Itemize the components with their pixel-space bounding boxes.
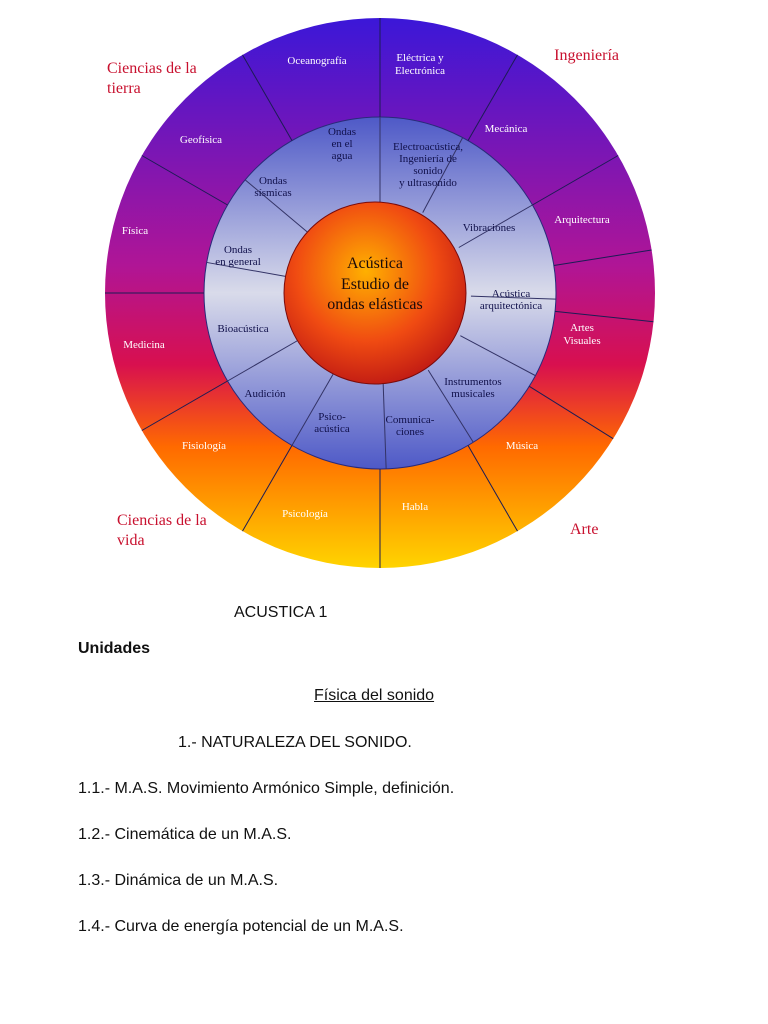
outer-field-label [554, 214, 610, 226]
inner-field-label [463, 222, 516, 234]
inner-field-label-line: Bioacústica [217, 323, 269, 335]
inner-field-label-line: sonido [413, 165, 443, 177]
outer-field-label-line: Psicología [282, 508, 328, 520]
outer-field-label-line: Arquitectura [554, 214, 610, 226]
inner-field-label-line: Instrumentos [444, 376, 502, 388]
domain-label [570, 521, 598, 538]
inner-field-label-line: acústica [314, 423, 350, 435]
inner-field-label-line: Acústica [491, 288, 531, 300]
outer-field-label-line: Geofísica [179, 134, 223, 146]
outer-field-label-line: Eléctrica y [396, 52, 444, 64]
inner-field-label [328, 126, 356, 162]
outer-field-label [180, 134, 222, 146]
inner-field-label-line: arquitectónica [479, 300, 543, 312]
domain-label-line: vida [117, 532, 145, 549]
outer-field-label-line: Mecánica [484, 123, 528, 135]
inner-field-label-line: Ondas [327, 126, 357, 138]
outer-field-label [485, 123, 528, 135]
inner-field-label [217, 323, 268, 335]
inner-field-label-line: sísmicas [254, 187, 292, 199]
domain-label-line: Ingeniería [554, 47, 619, 64]
center-title: Acústica [347, 255, 403, 272]
outer-field-label [182, 440, 226, 452]
inner-field-label-line: Electroacústica, [393, 141, 463, 153]
outer-field-label-line: Artes [570, 322, 594, 334]
topic-item: 1.2.- Cinemática de un M.A.S. [78, 826, 292, 843]
outer-field-label-line: Música [505, 440, 539, 452]
inner-field-label-line: agua [331, 150, 353, 162]
inner-field-label-line: Audición [244, 388, 286, 400]
domain-label [554, 47, 619, 64]
inner-field-label-line: en el [331, 138, 353, 150]
section-heading: 1.- NATURALEZA DEL SONIDO. [178, 734, 412, 751]
outer-field-label [402, 501, 428, 513]
outer-field-label-line: Medicina [123, 339, 165, 351]
inner-field-label-line: musicales [451, 388, 495, 400]
domain-label-line: Arte [570, 521, 599, 538]
domain-label [117, 512, 207, 549]
document-title: ACUSTICA 1 [234, 604, 328, 621]
topic-item: 1.3.- Dinámica de un M.A.S. [78, 872, 279, 889]
outer-field-label-line: Visuales [563, 335, 601, 347]
topic-item: 1.4.- Curva de energía potencial de un M.A.S. [78, 918, 404, 935]
outer-field-label-line: Habla [401, 501, 429, 513]
topic-item: 1.1.- M.A.S. Movimiento Armónico Simple, definición. [78, 780, 455, 797]
outer-field-label [287, 55, 346, 67]
inner-field-label [254, 175, 291, 199]
center-subtitle-2: ondas elásticas [327, 296, 423, 313]
outer-field-label-line: Física [121, 225, 149, 237]
domain-label [107, 60, 197, 97]
inner-field-label-line: Ondas [258, 175, 288, 187]
outer-field-label [395, 52, 445, 77]
inner-field-label-line: y ultrasonido [399, 177, 457, 189]
domain-label-line: Ciencias de la [107, 60, 197, 77]
inner-field-label-line: ciones [395, 426, 425, 438]
outer-field-label [282, 508, 328, 520]
inner-field-label [245, 388, 286, 400]
inner-field-label-line: Ingeniería de [399, 153, 457, 165]
inner-field-label [444, 376, 501, 400]
subject-subtitle: Física del sonido [314, 687, 435, 704]
outer-field-label-line: Electrónica [394, 65, 446, 77]
inner-field-label-line: Vibraciones [462, 222, 516, 234]
domain-label-line: Ciencias de la [117, 512, 207, 529]
outer-field-label [506, 440, 539, 452]
center-subtitle-1: Estudio de [341, 276, 409, 293]
inner-field-label-line: Ondas [223, 244, 253, 256]
inner-field-label-line: Psico- [318, 411, 346, 423]
inner-field-label [314, 411, 350, 435]
outer-field-label [122, 225, 148, 237]
domain-label-line: tierra [107, 80, 141, 97]
outer-field-label-line: Fisiología [181, 440, 227, 452]
outer-field-label-line: Oceanografía [287, 55, 347, 67]
outer-field-label [123, 339, 165, 351]
inner-field-label-line: Comunica- [385, 414, 435, 426]
center-circle [284, 202, 466, 384]
inner-field-label-line: en general [215, 256, 261, 268]
units-heading: Unidades [78, 640, 151, 657]
